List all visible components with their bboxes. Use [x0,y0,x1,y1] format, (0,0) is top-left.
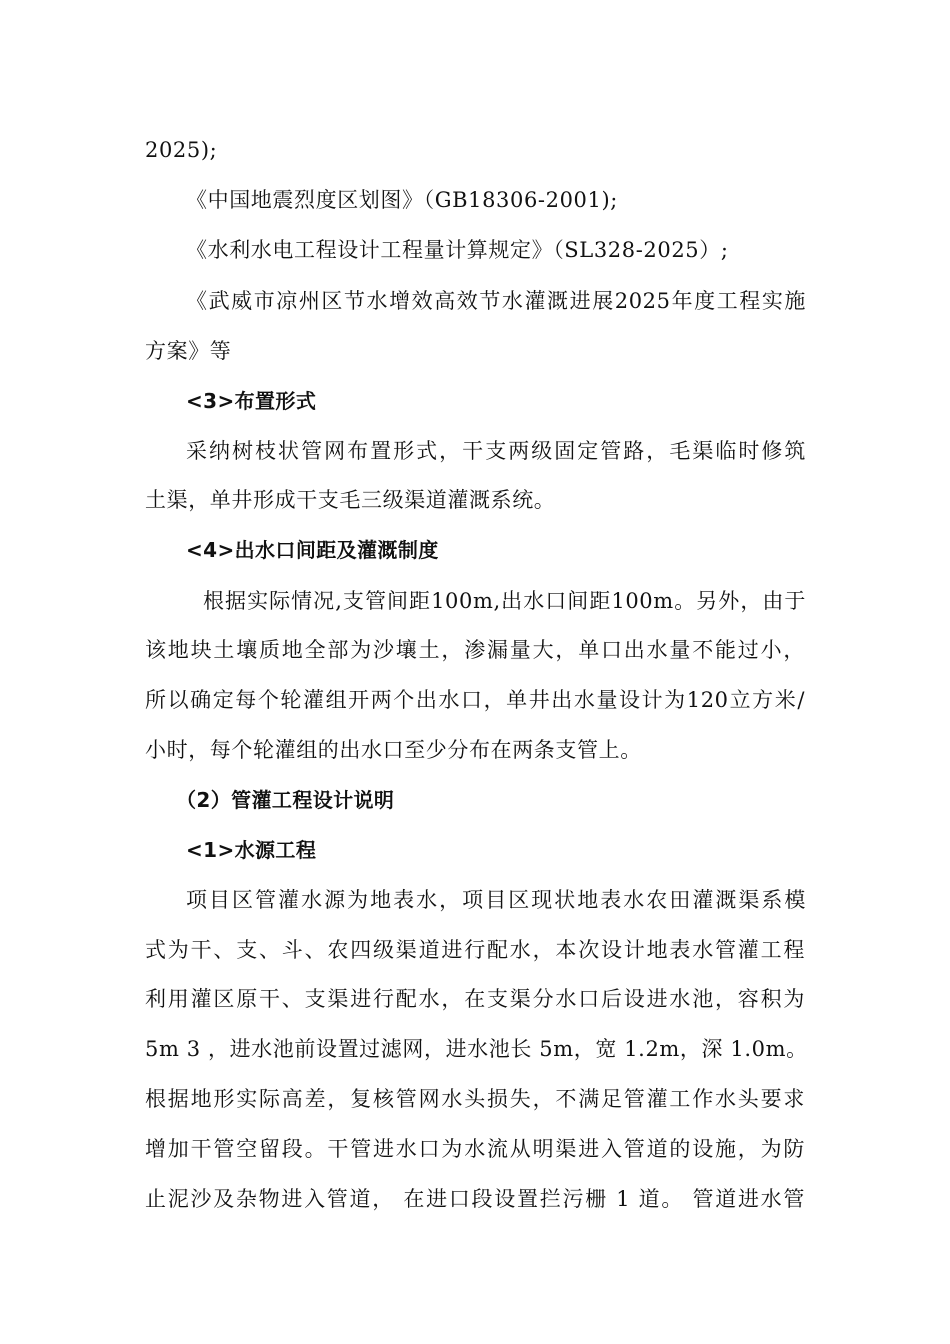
section-heading: （2）管灌工程设计说明 [176,788,395,812]
paragraph-line: 式为干、支、斗、农四级渠道进行配水，本次设计地表水管灌工程 [145,938,805,962]
section-heading: <3>布置形式 [186,389,317,413]
paragraph-line: 根据实际情况,支管间距100m,出水口间距100m。另外，由于 [203,589,806,613]
reference-line: 《武威市凉州区节水增效高效节水灌溉进展2025年度工程实施 [186,289,806,313]
text-line: 方案》等 [145,339,232,363]
paragraph-line: 所以确定每个轮灌组开两个出水口，单井出水量设计为120立方米/ [145,688,805,712]
paragraph-line: 项目区管灌水源为地表水，项目区现状地表水农田灌溉渠系模 [186,888,806,912]
paragraph-line: 增加干管空留段。干管进水口为水流从明渠进入管道的设施，为防 [145,1137,805,1161]
paragraph-line: 根据地形实际高差，复核管网水头损失，不满足管灌工作水头要求 [145,1087,805,1111]
section-heading: <4>出水口间距及灌溉制度 [186,538,439,562]
paragraph-line: 采纳树枝状管网布置形式，干支两级固定管路，毛渠临时修筑 [186,439,806,463]
paragraph-line: 小时，每个轮灌组的出水口至少分布在两条支管上。 [145,738,642,762]
paragraph-line: 土渠，单井形成干支毛三级渠道灌溉系统。 [145,488,556,512]
section-heading: <1>水源工程 [186,838,317,862]
paragraph-line: 该地块土壤质地全部为沙壤土，渗漏量大，单口出水量不能过小， [145,638,805,662]
paragraph-line: 利用灌区原干、支渠进行配水，在支渠分水口后设进水池，容积为 [145,987,805,1011]
reference-line: 《中国地震烈度区划图》（GB18306-2001); [186,188,618,212]
text-line: 2025); [145,138,218,162]
reference-line: 《水利水电工程设计工程量计算规定》（SL328-2025）; [186,238,729,262]
paragraph-line: 5m 3 ，进水池前设置过滤网，进水池长 5m，宽 1.2m，深 1.0m。 [145,1037,808,1061]
paragraph-line: 止泥沙及杂物进入管道， 在进口段设置拦污栅 1 道。 管道进水管 [145,1187,805,1211]
